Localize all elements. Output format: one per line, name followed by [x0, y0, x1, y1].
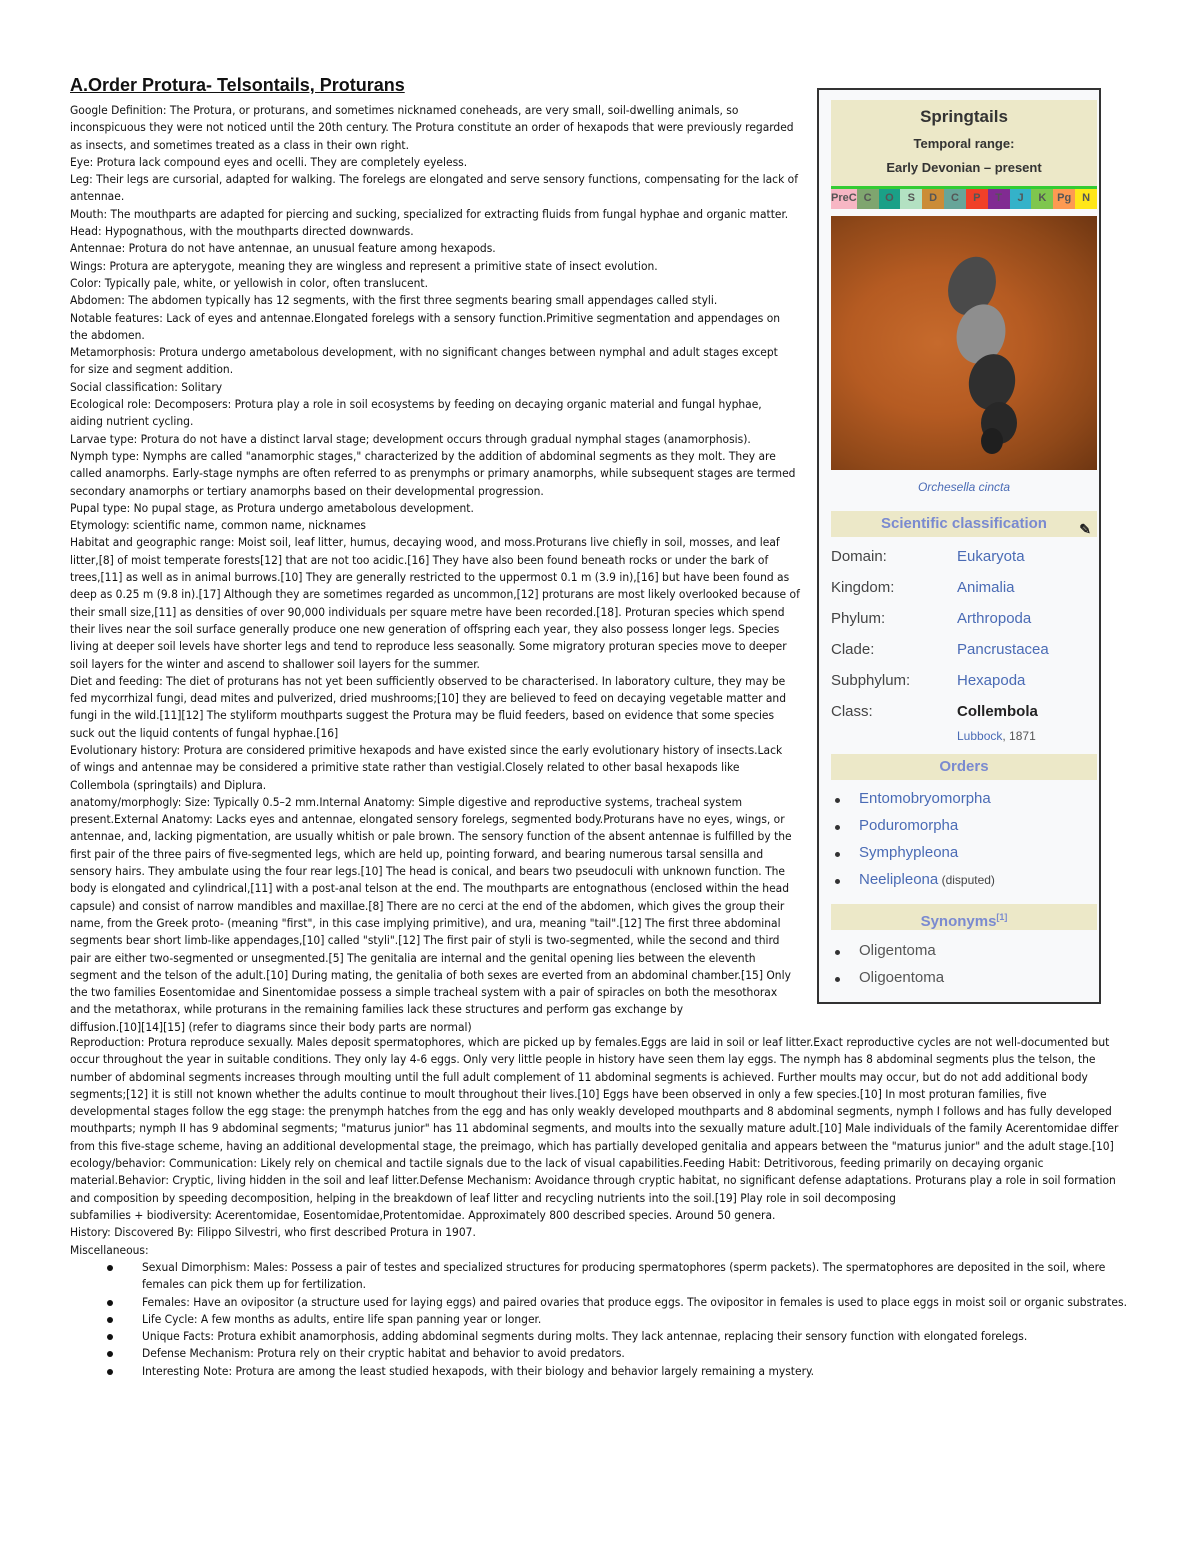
text-line: sensory hairs. They ambulate using the four rear legs.[10] The head is conical, and bears two pseudoculi with unknown function. The [70, 864, 785, 879]
text-line: fungi in the wild.[11][12] The styliform mouthparts suggest the Protura may be fluid feeders, based on evidence that some species [70, 708, 775, 723]
bullet-icon [835, 950, 840, 955]
timeline-period[interactable]: P [966, 189, 988, 209]
text-line: Nymph type: Nymphs are called "anamorphic stages," characterized by the addition of abdominal segments as they molt. They are [70, 448, 776, 463]
list-item [70, 1294, 1130, 1311]
text-line: capsule) and consist of narrow mandibles and maxillae.[8] There are no cerci at the end of the abdomen, which gives the group their [70, 898, 785, 913]
taxobox-header [831, 100, 1097, 186]
text-line: fed mycorrhizal fungi, dead mites and pulverized, dried mushrooms;[10] they are believed to feed on decaying vegetable matter and [70, 691, 786, 706]
text-line: pair are either two-segmented or unsegmented.[5] The genitalia are internal and the genital opening lies between the eleventh [70, 950, 756, 965]
list-item-text: Sexual Dimorphism: Males: Possess a pair of testes and specialized structures for producing spermatophores (sperm packets). The spermatophores are deposited in the soil, where [142, 1260, 1106, 1274]
list-item[interactable] [831, 844, 1097, 871]
text-line: Habitat and geographic range: Moist soil, leaf litter, humus, decaying wood, and moss.Proturans live chiefly in soil, mosses, and leaf [70, 535, 780, 550]
text-line: ecology/behavior: Communication: Likely rely on chemical and tactile signals due to the lack of visual capabilities.Feeding Habit: Detritivorous, feeding primarily on decaying organic [70, 1156, 1044, 1171]
authority: Lubbock, 1871 [957, 729, 1036, 743]
list-item[interactable] [831, 871, 1097, 898]
synonyms-heading: Synonyms[1] [831, 904, 1097, 930]
text-line: their lives near the soil surface generally produce one new generation of offspring each year, they also possess longer legs. Species [70, 621, 780, 636]
timeline-period[interactable]: Pg [1053, 189, 1075, 209]
orders-heading: Orders [831, 754, 1097, 780]
text-line: Social classification: Solitary [70, 379, 223, 394]
list-item-label: Entomobryomorpha [859, 790, 991, 807]
bullet-icon [835, 825, 840, 830]
list-item [70, 1345, 1130, 1362]
text-line: litter,[8] of moist temperate forests[12] that are not too acidic.[16] They have also been found beneath rocks or under the bark of [70, 552, 769, 567]
taxonomy-row [831, 610, 1097, 636]
text-line: Leg: Their legs are cursorial, adapted for walking. The forelegs are elongated and serve sensory functions, compensating for the lack of [70, 172, 798, 187]
taxonomy-value[interactable]: Pancrustacea [957, 641, 1049, 658]
bullet-icon [107, 1369, 113, 1375]
pencil-icon[interactable]: ✎ [1079, 521, 1091, 537]
text-line: aiding nutrient cycling. [70, 414, 194, 429]
text-line: segments;[12] it is still not known whether the adults continue to moult throughout their lives.[10] Eggs have been observed in only a few species.[10] In most proturan families, five [70, 1086, 1047, 1101]
text-line: Eye: Protura lack compound eyes and ocelli. They are completely eyeless. [70, 154, 468, 169]
text-line: Collembola (springtails) and Diplura. [70, 777, 267, 792]
taxonomy-row [831, 703, 1097, 729]
text-line: Larvae type: Protura do not have a distinct larval stage; development occurs through gradual nymphal stages (anamorphosis). [70, 431, 751, 446]
text-line: living at deeper soil levels have shorter legs and tend to reproduce less seasonally. Some migratory proturan species move to deeper [70, 639, 787, 654]
text-line: name, from the Greek proto- (meaning "first", in this case implying primitive), and ura, meaning "tail".[12] The first three abdominal [70, 915, 781, 930]
scientific-classification-heading: Scientific classification ✎ [831, 511, 1097, 537]
text-line: Diet and feeding: The diet of proturans has not yet been sufficiently observed to be characterised. In laboratory culture, they may be [70, 673, 786, 688]
taxonomy-rank: Class: [831, 703, 873, 720]
text-line: suck out the liquid contents of fungal hyphae.[16] [70, 725, 339, 740]
list-item-text: Females: Have an ovipositor (a structure used for laying eggs) and paired ovaries that produce eggs. The ovipositor in females is used to place eggs in moist soil or organic substrates. [142, 1294, 1127, 1309]
list-item-label: Oligoentoma [859, 969, 945, 986]
list-item-text: females can pick them up for fertilization. [142, 1277, 367, 1292]
timeline-period[interactable]: C [857, 189, 879, 209]
list-item[interactable] [831, 817, 1097, 844]
photo-caption[interactable]: Orchesella cincta [917, 480, 1011, 494]
left-column-text [70, 102, 810, 1036]
text-line: mouthparts; nymph II has 9 abdominal segments; "maturus junior" has 11 abdominal segments, and moults into the sexually mature adult.[10] Male individuals of the family Acerentomidae differ [70, 1121, 1119, 1136]
bullet-icon [835, 852, 840, 857]
list-item [70, 1259, 1130, 1294]
text-line: History: Discovered By: Filippo Silvestri, who first described Protura in 1907. [70, 1225, 476, 1240]
text-line: and composition by speeding decomposition, helping in the breakdown of leaf litter and recycling nutrients into the soil.[19] Play role in soil decomposing [70, 1190, 896, 1205]
synonyms-list [831, 942, 1097, 996]
text-line: called anamorphs. Early-stage nymphs are often referred to as prenymphs or primary anamorphs, while subsequent stages are termed [70, 466, 796, 481]
text-line: Notable features: Lack of eyes and antennae.Elongated forelegs with a sensory function.Primitive segmentation and appendages on [70, 310, 781, 325]
text-line: Pupal type: No pupal stage, as Protura undergo ametabolous development. [70, 500, 474, 515]
taxonomy-value[interactable]: Hexapoda [957, 672, 1026, 689]
text-line: material.Behavior: Cryptic, living hidden in the soil and leaf litter.Defense Mechanism: Avoidance through cryptic habitat, no significant defense adaptations. Proturans play a role in soil formation [70, 1173, 1116, 1188]
text-line: occur throughout the year in suitable conditions. They only lay 4-6 eggs. Only very little people in history have seen them lay eggs. The nymph has 8 abdominal segments plus the telson, the [70, 1052, 1096, 1067]
orders-list [831, 790, 1097, 898]
text-line: inconspicuous they were not noticed until the 20th century. The Protura constitute an order of hexapods that were previously regarded [70, 120, 794, 135]
text-line: Wings: Protura are apterygote, meaning they are wingless and represent a primitive state of insect evolution. [70, 258, 658, 273]
timeline-period[interactable]: O [879, 189, 901, 209]
list-item-text: Defense Mechanism: Protura rely on their cryptic habitat and behavior to avoid predators. [142, 1346, 625, 1361]
temporal-range-value: Early Devonian – present [886, 160, 1042, 175]
bullet-icon [835, 798, 840, 803]
text-line: Miscellaneous: [70, 1242, 149, 1257]
list-item [831, 969, 1097, 996]
text-line: Antennae: Protura do not have antennae, an unusual feature among hexapods. [70, 241, 496, 256]
timeline-period[interactable]: C [944, 189, 966, 209]
bullet-icon [835, 977, 840, 982]
list-item [70, 1328, 1130, 1345]
text-line: Etymology: scientific name, common name, nicknames [70, 518, 366, 533]
taxonomy-value: Collembola [957, 703, 1038, 720]
text-line: Mouth: The mouthparts are adapted for piercing and sucking, specialized for extracting fluids from fungal hyphae and organic matter. [70, 206, 789, 221]
bullet-icon [107, 1351, 113, 1357]
taxonomy-value[interactable]: Arthropoda [957, 610, 1032, 627]
taxonomy-rank: Kingdom: [831, 579, 895, 596]
text-line: subfamilies + biodiversity: Acerentomidae, Eosentomidae,Protentomidae. Approximately 800 described species. Around 50 genera. [70, 1207, 776, 1222]
list-item-text: Interesting Note: Protura are among the least studied hexapods, with their biology and behavior largely remaining a mystery. [142, 1363, 814, 1378]
text-line: first pair of the three pairs of five-segmented legs, which are held up, pointing forward, and bearing numerous tarsal sensilla and [70, 846, 764, 861]
springtail-photo [831, 216, 1097, 470]
taxonomy-rank: Subphylum: [831, 672, 911, 689]
taxonomy-rank: Domain: [831, 548, 887, 565]
timeline-period[interactable]: PreC [831, 189, 857, 209]
text-line: segments bear short limb-like appendages,[10] called "styli".[12] The first pair of styli is two-segmented, while the second and third [70, 933, 780, 948]
text-line: their small size,[11] as densities of over 90,000 individuals per square metre have been recorded.[18]. Proturan species which spend [70, 604, 785, 619]
text-line: soil layers for the winter and ascend to shallower soil layers for the summer. [70, 656, 480, 671]
taxonomy-value[interactable]: Animalia [957, 579, 1015, 596]
temporal-range-label: Temporal range: [913, 136, 1015, 151]
taxonomy-row [831, 548, 1097, 574]
text-line: body is elongated and cylindrical,[11] with a post-anal telson at the end. The mouthparts are entognathous (enclosed within the head [70, 881, 790, 896]
geologic-timeline [831, 186, 1097, 209]
list-item[interactable] [831, 790, 1097, 817]
text-line: the abdomen. [70, 327, 145, 342]
list-item-label: Poduromorpha [859, 817, 959, 834]
bullet-icon [107, 1265, 113, 1271]
timeline-period[interactable]: K [1031, 189, 1053, 209]
timeline-period[interactable]: J [1010, 189, 1032, 209]
text-line: secondary anamorphs or tertiary anamorphs based on their developmental progression. [70, 483, 544, 498]
taxonomy-rank: Clade: [831, 641, 875, 658]
timeline-period[interactable]: S [900, 189, 922, 209]
text-line: Color: Typically pale, white, or yellowish in color, often translucent. [70, 275, 428, 290]
taxobox-title: Springtails [920, 107, 1008, 126]
text-line: trees,[11] as well as in animal burrows.[10] They are generally restricted to the uppermost 0.1 m (3.9 in),[16] but have been found as [70, 570, 790, 585]
text-line: Abdomen: The abdomen typically has 12 segments, with the first three segments bearing small appendages called styli. [70, 293, 718, 308]
list-item-label: Neelipleona [859, 871, 939, 888]
full-width-text [70, 1034, 1130, 1259]
list-item-text: Unique Facts: Protura exhibit anamorphosis, adding abdominal segments during molts. They lack antennae, replacing their sensory function with elongated forelegs. [142, 1329, 1028, 1344]
text-line: diffusion.[10][14][15] (refer to diagrams since their body parts are normal) [70, 1019, 472, 1034]
list-item [70, 1311, 1130, 1328]
list-item-text: Life Cycle: A few months as adults, entire life span panning year or longer. [142, 1311, 542, 1326]
bullet-icon [107, 1300, 113, 1306]
text-line: number of abdominal segments increases through moulting until the full adult complement of 11 abdominal segments is achieved. Further moults may occur, but do not add additional body [70, 1069, 1088, 1084]
text-line: and the metathorax, while proturans in the remaining families lack these structures and perform gas exchange by [70, 1002, 684, 1017]
bullet-icon [107, 1334, 113, 1340]
list-item [70, 1363, 1130, 1380]
document-title: A.Order Protura- Telsontails, Proturans [70, 75, 405, 95]
text-line: segment and the telson of the adult.[10] During mating, the genitalia of both sexes are everted from an abdominal chamber.[15] Only [70, 967, 791, 982]
text-line: Google Definition: The Protura, or proturans, and sometimes nicknamed coneheads, are very small, soil-dwelling animals, so [70, 103, 739, 117]
text-line: the two families Eosentomidae and Sinentomidae possess a simple tracheal system with a pair of spiracles on both the mesothorax [70, 985, 778, 1000]
text-line: Reproduction: Protura reproduce sexually. Males deposit spermatophores, which are picked up by females.Eggs are laid in soil or leaf litter.Exact reproductive cycles are not well-documented but [70, 1035, 1110, 1049]
text-line: developmental stages follow the egg stage: the prenymph hatches from the egg and has only weakly developed mouthparts and 8 abdominal segments, nymph I follows and has fully developed [70, 1104, 1112, 1119]
text-line: anatomy/morphogly: Size: Typically 0.5–2 mm.Internal Anatomy: Simple digestive and reproductive systems, tracheal system [70, 794, 742, 809]
taxobox [817, 88, 1101, 1004]
taxonomy-value[interactable]: Eukaryota [957, 548, 1025, 565]
list-item-label: Symphypleona [859, 844, 959, 861]
text-line: from this five-stage scheme, having an additional developmental stage, the preimago, which has partially developed genitalia and appears between the "maturus junior" and the adult stage.[10] [70, 1138, 1114, 1153]
taxonomy-row [831, 579, 1097, 605]
bullet-icon [835, 879, 840, 884]
text-line: antennae, and, lacking pigmentation, are usually whitish or pale brown. The sensory function of the absent antennae is fulfilled by the [70, 829, 792, 844]
text-line: Head: Hypognathous, with the mouthparts directed downwards. [70, 224, 414, 239]
disputed-note: (disputed) [938, 873, 995, 887]
list-item [831, 942, 1097, 969]
text-line: Metamorphosis: Protura undergo ametabolous development, with no significant changes between nymphal and adult stages except [70, 345, 778, 360]
timeline-period[interactable]: T [988, 189, 1010, 209]
text-line: deep as 0.25 m (9.8 in).[17] Although they are sometimes regarded as uncommon,[12] proturans are most likely overlooked because of [70, 587, 800, 602]
timeline-period[interactable]: N [1075, 189, 1097, 209]
text-line: Ecological role: Decomposers: Protura play a role in soil ecosystems by feeding on decaying organic material and fungal hyphae, [70, 397, 762, 412]
timeline-period[interactable]: D [922, 189, 944, 209]
text-line: as insects, and sometimes treated as a class in their own right. [70, 137, 409, 152]
taxonomy-row [831, 672, 1097, 698]
taxonomy-rank: Phylum: [831, 610, 886, 627]
text-line: antennae. [70, 189, 125, 204]
text-line: present.External Anatomy: Lacks eyes and antennae, elongated sensory forelegs, segmented body.Proturans have no eyes, wings, or [70, 812, 785, 827]
list-item-label: Oligentoma [859, 942, 936, 959]
miscellaneous-list [70, 1259, 1130, 1380]
text-line: for size and segment addition. [70, 362, 234, 377]
text-line: Evolutionary history: Protura are considered primitive hexapods and have existed since the early evolutionary history of insects.Lack [70, 742, 783, 757]
taxonomy-row [831, 641, 1097, 667]
bullet-icon [107, 1317, 113, 1323]
text-line: of wings and antennae may be considered a primitive state rather than vestigial.Closely related to other basal hexapods like [70, 760, 740, 775]
